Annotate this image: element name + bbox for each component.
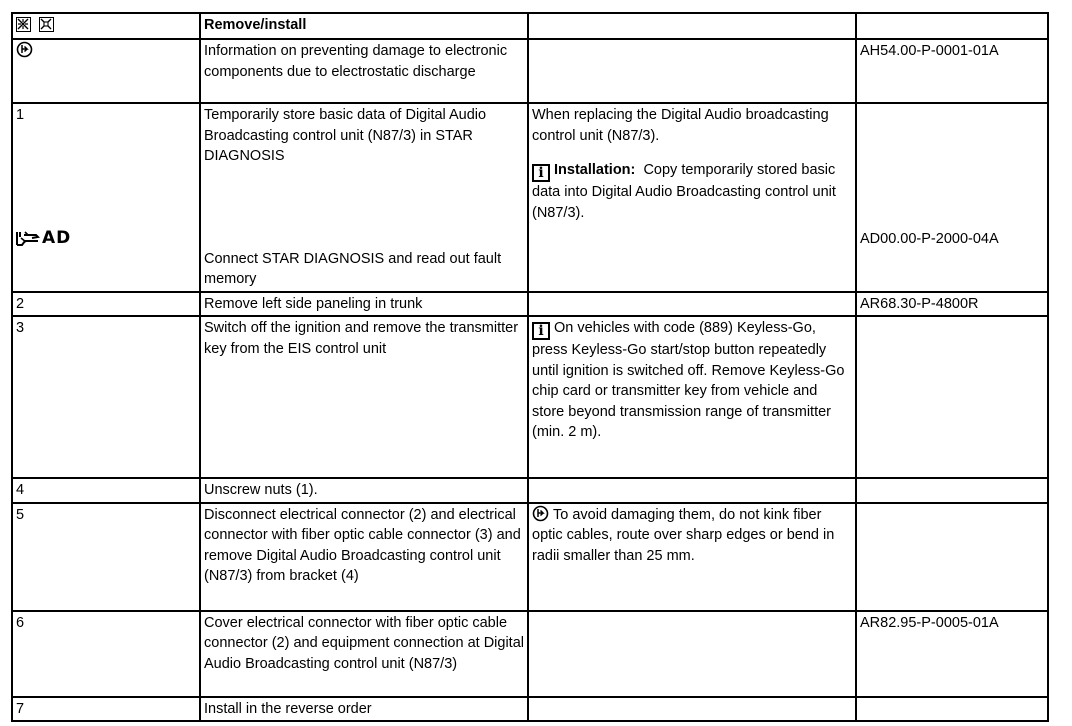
spacer bbox=[532, 146, 853, 160]
installation-text: Copy temporarily stored basic data into Digital Audio Broadcasting control unit (N87/3). bbox=[532, 162, 836, 221]
esd-caution-icon bbox=[16, 41, 33, 58]
step-cell bbox=[12, 103, 200, 292]
table-row bbox=[12, 503, 1048, 611]
action-cell: Install in the reverse order bbox=[200, 697, 528, 722]
info-icon: i bbox=[532, 322, 550, 340]
action-cell: Switch off the ignition and remove the transmitter key from the EIS control unit bbox=[200, 316, 528, 478]
diagnosis-badge-label: AD bbox=[42, 228, 72, 248]
note-text: When replacing the Digital Audio broadcasting control unit (N87/3). bbox=[532, 107, 829, 144]
reference-link[interactable]: AR68.30-P-4800R bbox=[856, 292, 1048, 317]
diagnosis-badge bbox=[16, 228, 71, 249]
install-symbol-icon bbox=[39, 17, 54, 32]
installation-note bbox=[532, 160, 853, 223]
action-cell: Information on preventing damage to electronic components due to electrostatic discharge bbox=[200, 39, 528, 103]
action-cell: Cover electrical connector with fiber optic cable connector (2) and equipment connection at Digital Audio Broadcasting control unit (N87/3) bbox=[200, 611, 528, 697]
table-row bbox=[12, 697, 1048, 722]
remove-symbol-icon bbox=[16, 17, 31, 32]
header-icons-cell bbox=[12, 13, 200, 39]
action-cell: Remove left side paneling in trunk bbox=[200, 292, 528, 317]
action-cell: Disconnect electrical connector (2) and electrical connector with fiber optic cable connector (3) and remove Digital Audio Broadcasting control unit (N87/3) from bracket (4) bbox=[200, 503, 528, 611]
header-title: Remove/install bbox=[200, 13, 528, 39]
step-cell: 2 bbox=[12, 292, 200, 317]
action-cell bbox=[200, 103, 528, 292]
note-cell bbox=[528, 39, 856, 103]
spacer bbox=[204, 167, 525, 249]
ref-cell bbox=[856, 503, 1048, 611]
header-note-cell bbox=[528, 13, 856, 39]
info-icon: i bbox=[532, 164, 550, 182]
note-text: On vehicles with code (889) Keyless-Go, press Keyless-Go start/stop button repeatedly until ignition is switched off. Remove Keyless-Go chip card or transmitter key from vehicle and store beyond transmission range of transmitter (min. 2 m). bbox=[532, 320, 845, 440]
note-cell bbox=[528, 697, 856, 722]
ref-cell bbox=[856, 478, 1048, 503]
reference-link[interactable]: AH54.00-P-0001-01A bbox=[856, 39, 1048, 103]
step-cell: 5 bbox=[12, 503, 200, 611]
table-row bbox=[12, 478, 1048, 503]
table-row bbox=[12, 39, 1048, 103]
ref-cell bbox=[856, 103, 1048, 292]
ref-cell bbox=[856, 697, 1048, 722]
action-text: Temporarily store basic data of Digital Audio Broadcasting control unit (N87/3) in STAR DIAGNOSIS bbox=[204, 107, 487, 164]
note-cell bbox=[528, 103, 856, 292]
ref-cell bbox=[856, 316, 1048, 478]
header-ref-cell bbox=[856, 13, 1048, 39]
step-number: 1 bbox=[16, 107, 25, 123]
step-cell: 3 bbox=[12, 316, 200, 478]
procedure-table bbox=[11, 12, 1049, 722]
note-cell bbox=[528, 478, 856, 503]
table-row bbox=[12, 611, 1048, 697]
table-row bbox=[12, 316, 1048, 478]
spacer bbox=[860, 105, 1045, 229]
step-cell: 7 bbox=[12, 697, 200, 722]
installation-label: Installation: bbox=[554, 162, 636, 178]
step-cell: 4 bbox=[12, 478, 200, 503]
step-cell bbox=[12, 39, 200, 103]
table-header-row bbox=[12, 13, 1048, 39]
table-row bbox=[12, 292, 1048, 317]
note-text: To avoid damaging them, do not kink fiber optic cables, route over sharp edges or bend in radii smaller than 25 mm. bbox=[532, 506, 835, 564]
action-cell: Unscrew nuts (1). bbox=[200, 478, 528, 503]
sub-action-text: Connect STAR DIAGNOSIS and read out fault memory bbox=[204, 250, 502, 287]
reference-link[interactable]: AR82.95-P-0005-01A bbox=[856, 611, 1048, 697]
step-cell: 6 bbox=[12, 611, 200, 697]
esd-caution-icon bbox=[532, 505, 549, 522]
note-cell bbox=[528, 503, 856, 611]
table-row bbox=[12, 103, 1048, 292]
note-cell bbox=[528, 611, 856, 697]
note-cell bbox=[528, 292, 856, 317]
reference-link[interactable]: AD00.00-P-2000-04A bbox=[860, 231, 999, 247]
hand-pointer-icon bbox=[16, 229, 40, 247]
note-cell bbox=[528, 316, 856, 478]
